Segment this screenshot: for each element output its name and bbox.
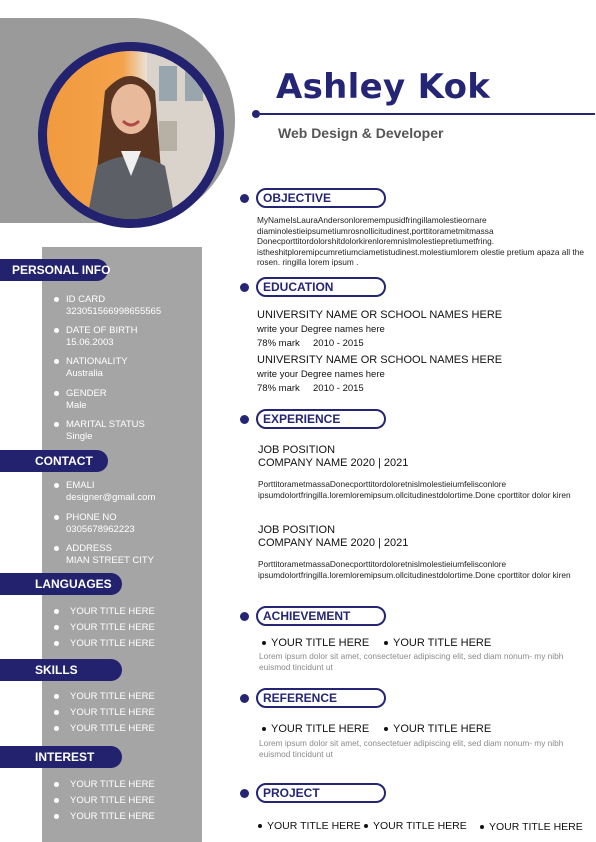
achievement-text: Lorem ipsum dolor sit amet, consectetuer adipiscing elit, sed diam nonum- my nibh euismod tincidunt ut xyxy=(259,651,564,672)
education-mark: 78% mark xyxy=(257,383,300,394)
education-school: UNIVERSITY NAME OR SCHOOL NAMES HERE xyxy=(257,309,503,321)
objective-text: MyNameIsLauraAndersonloremempusidfringillamolestieornare diaminolestieipsumetiumrosnollicitudinest,porttitorametmitmassa Donecporttitordolorshitdolorkirenloremnislmolestiepretiumetfring. istheshitploremipcumretiumciametistudinest.molestiumlorem olestie pretium apaza all the rosen. ringilla lorem ipsum . xyxy=(257,215,584,267)
job-title: Web Design & Developer xyxy=(278,125,444,141)
job-company: COMPANY NAME 2020 | 2021 xyxy=(258,537,409,549)
project-item: YOUR TITLE HERE xyxy=(364,820,467,832)
job-company: COMPANY NAME 2020 | 2021 xyxy=(258,457,409,469)
languages-heading: LANGUAGES xyxy=(0,573,122,595)
photo-ring xyxy=(38,42,224,228)
job-position: JOB POSITION xyxy=(258,524,336,536)
photo-panel xyxy=(0,18,235,223)
contact-heading: CONTACT xyxy=(0,450,108,472)
achievement-item: YOUR TITLE HERE xyxy=(262,637,369,649)
name-divider-line xyxy=(260,113,595,115)
job-description: PorttitorametmassaDonecporttitordoloretnislmolestieiumfelisconlore ipsumdolortfringilla.loremloremipsum.ollcitudinestdolortime.Done cporttitor dolor kiren xyxy=(258,479,571,500)
profile-photo xyxy=(47,51,215,219)
project-item: YOUR TITLE HERE xyxy=(258,820,361,832)
achievement-item: YOUR TITLE HERE xyxy=(384,637,491,649)
education-degree: write your Degree names here xyxy=(257,369,385,380)
education-mark: 78% mark xyxy=(257,338,300,349)
reference-item: YOUR TITLE HERE xyxy=(384,723,491,735)
education-school: UNIVERSITY NAME OR SCHOOL NAMES HERE xyxy=(257,354,503,366)
skills-heading: SKILLS xyxy=(0,659,122,681)
education-years: 2010 - 2015 xyxy=(313,383,364,394)
education-degree: write your Degree names here xyxy=(257,324,385,335)
education-years: 2010 - 2015 xyxy=(313,338,364,349)
job-description: PorttitorametmassaDonecporttitordoloretnislmolestieiumfelisconlore ipsumdolortfringilla.loremloremipsum.ollcitudinestdolortime.Done cporttitor dolor kiren xyxy=(258,559,571,580)
job-position: JOB POSITION xyxy=(258,444,336,456)
name-divider-dot xyxy=(252,110,260,118)
person-name: Ashley Kok xyxy=(276,67,491,107)
reference-item: YOUR TITLE HERE xyxy=(262,723,369,735)
project-item: YOUR TITLE HERE xyxy=(480,821,583,833)
reference-text: Lorem ipsum dolor sit amet, consectetuer adipiscing elit, sed diam nonum- my nibh euismod tincidunt ut xyxy=(259,738,564,759)
interest-heading: INTEREST xyxy=(0,746,122,768)
personal-info-heading: PERSONAL INFO xyxy=(0,259,108,281)
